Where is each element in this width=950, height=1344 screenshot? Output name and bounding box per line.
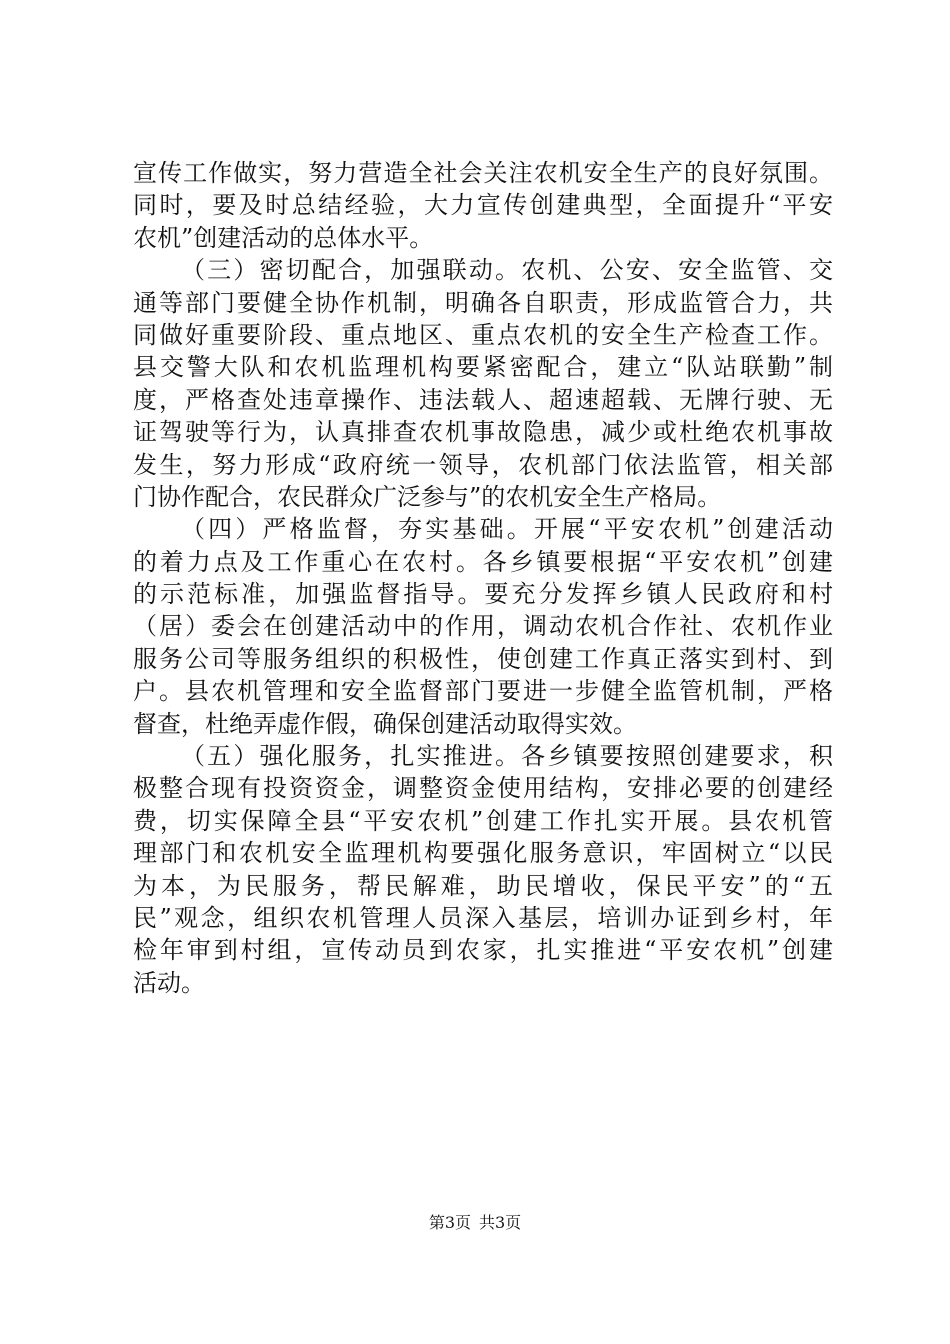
section-heading-line: （五）强化服务，扎实推进。各乡镇要按照创建要求，积 [181,742,833,771]
page-footer [0,1212,950,1234]
text-line: 宣传工作做实，努力营造全社会关注农机安全生产的良好氛围。 [133,159,833,187]
text-line: 通等部门要健全协作机制，明确各自职责，形成监管合力，共 [133,288,833,317]
text-line: 的示范标准，加强监督指导。要充分发挥乡镇人民政府和村 [133,580,833,609]
text-line: 的着力点及工作重心在农村。各乡镇要根据“平安农机”创建 [133,547,833,576]
text-line: 为本，为民服务，帮民解难，助民增收，保民平安”的“五 [133,871,833,900]
text-line: 费，切实保障全县“平安农机”创建工作扎实开展。县农机管 [133,806,833,835]
text-line: 证驾驶等行为，认真排查农机事故隐患，减少或杜绝农机事故 [133,418,833,447]
text-line: 同时，要及时总结经验，大力宣传创建典型，全面提升“平安 [133,191,833,220]
text-line: 极整合现有投资资金，调整资金使用结构，安排必要的创建经 [133,774,833,803]
text-line: 户。县农机管理和安全监督部门要进一步健全监管机制，严格 [133,677,833,706]
text-line: 活动。 [133,968,205,997]
document-body [133,157,833,999]
text-line: 门协作配合，农民群众广泛参与”的农机安全生产格局。 [133,482,722,511]
section-heading-line: （三）密切配合，加强联动。农机、公安、安全监管、交 [181,256,833,285]
text-line: 农机”创建活动的总体水平。 [133,223,434,252]
text-line: 县交警大队和农机监理机构要紧密配合，建立“队站联勤”制 [133,353,833,382]
text-line: （居）委会在创建活动中的作用，调动农机合作社、农机作业 [133,612,833,641]
text-line: 服务公司等服务组织的积极性，使创建工作真正落实到村、到 [133,644,833,673]
text-line: 检年审到村组，宣传动员到农家，扎实推进“平安农机”创建 [133,936,833,965]
text-line: 同做好重要阶段、重点地区、重点农机的安全生产检查工作。 [133,320,833,349]
text-line: 民”观念，组织农机管理人员深入基层，培训办证到乡村，年 [133,903,833,932]
section-heading-line: （四）严格监督，夯实基础。开展“平安农机”创建活动 [181,515,833,544]
text-line: 理部门和农机安全监理机构要强化服务意识，牢固树立“以民 [133,839,833,868]
text-line: 发生，努力形成“政府统一领导，农机部门依法监管，相关部 [133,450,833,479]
text-line: 度，严格查处违章操作、违法载人、超速超载、无牌行驶、无 [133,385,833,414]
page-total: 共3页 [479,1213,522,1232]
text-line: 督查，杜绝弄虚作假，确保创建活动取得实效。 [133,709,637,738]
page-number: 第3页 [428,1213,471,1232]
